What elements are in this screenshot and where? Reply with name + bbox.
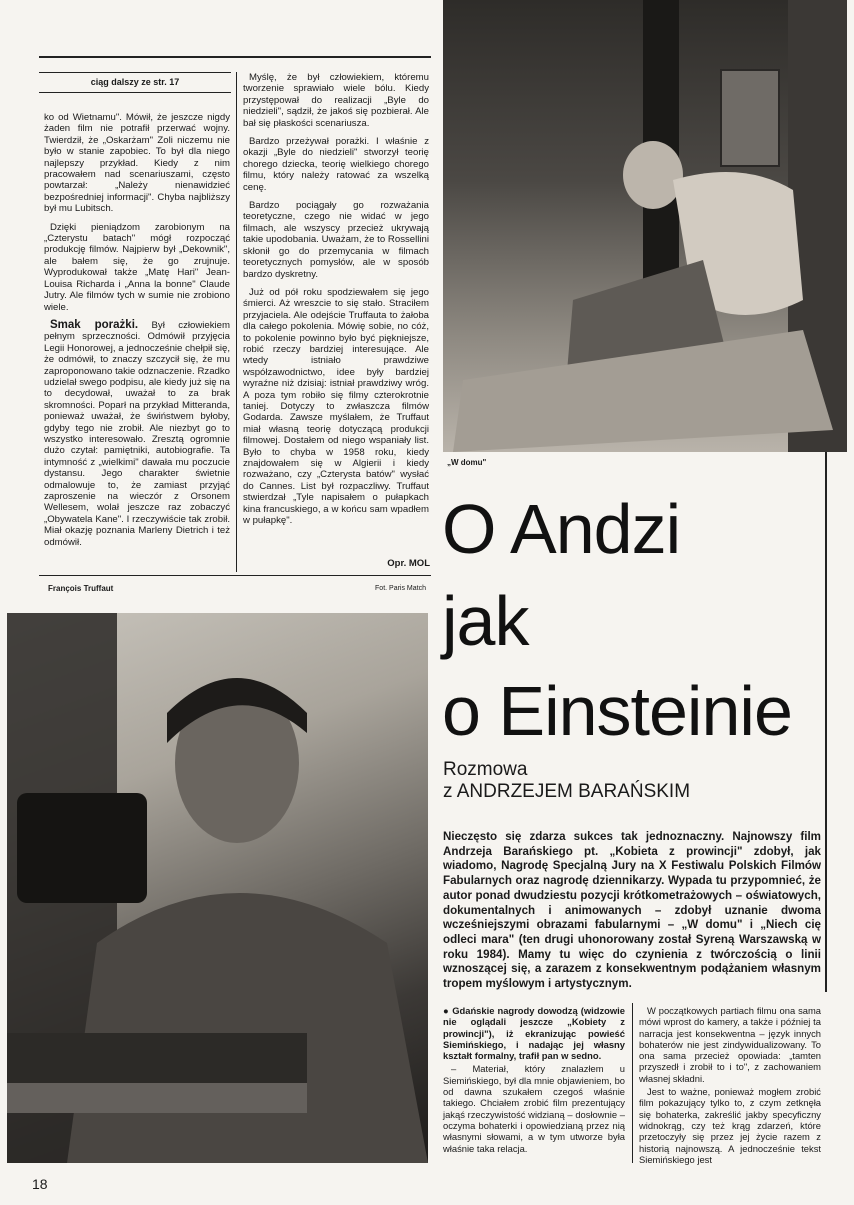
right-vertical-rule: [825, 452, 827, 992]
paragraph: Myślę, że był człowiekiem, któremu tworzenie sprawiało wiele bólu. Kiedy przystępował do realizacji „Byle do niedzieli", sądził, że jakoś się pozbierał. Ale bał się płaskości scenariusza.: [243, 72, 429, 129]
page-number: 18: [32, 1176, 48, 1192]
interview-column-2: [639, 1005, 821, 1165]
continued-note: ciąg dalszy ze str. 17: [90, 77, 180, 87]
answer: W początkowych partiach filmu ona sama mówi wprost do kamery, a także i później ta narracja jest konsekwentna – język innych bohaterów nie jest zindywidualizowany. To ona sama przecież opowiada: „tamten przyszedł i zrobił to i to", z zachowaniem własnej składni.: [639, 1005, 821, 1084]
top-rule: [39, 56, 431, 58]
column-divider: [236, 72, 237, 572]
article-column-1: [44, 112, 230, 555]
photo-name: François Truffaut: [48, 584, 114, 593]
headline-line-1: O Andzi: [442, 490, 681, 568]
article-column-2: [243, 72, 429, 533]
continued-rule-bottom: [39, 92, 231, 93]
headline-line-3: o Einsteinie: [442, 672, 792, 750]
paragraph: Smak porażki. Był człowiekiem pełnym sprzeczności. Odmówił przyjęcia Legii Honorowej, a jednocześnie chełpił się, że odmówił, to znaczy szczycił się, że mu zaproponowano takie odznaczenie. Rzadko udzielał swego podpisu, ale kiedy już się na to decydował, uważał to za brak skromności. Poparł na przykład Mitteranda, ponieważ uważał, że świństwem byłoby, gdyby tego nie zrobił. Ale niezbyt go to wszystko interesowało. Zresztą ogromnie dużo czytał: pamiętniki, autobiografie. Ta intymność z „wielkimi" dawała mu poczucie dystansu. Jego charakter świetnie odmalowuje to, że zamiast przyjąć zaproszenie na wieczór z Orsonem Wellesem, wolał jeszcze raz zobaczyć „Obywatela Kane". I rzeczywiście tak zrobił. Miał okazję poznania Marleny Dietrich i też odmówił.: [44, 318, 230, 548]
w-domu-photo: [443, 0, 847, 452]
truffaut-photo-shapes: [7, 613, 428, 1163]
continued-rule-top: [39, 72, 231, 73]
paragraph: Bardzo pociągały go rozważania teoretyczne, czego nie widać w jego filmach, ale wszyscy przecież ukrywają takie upodobania. Uważam, że to Rossellini skłonił go do przemycania w filmach teoretycznych pomysłów, ale w sposób bardzo dyskretny.: [243, 200, 429, 280]
signature: Opr. MOL: [387, 558, 430, 569]
w-domu-caption: „W domu": [447, 458, 487, 467]
photo-credit: Fot. Paris Match: [375, 585, 426, 592]
paragraph: ko od Wietnamu". Mówił, że jeszcze nigdy żaden film nie potrafił przerwać wojny. Twierdził, że „Oskarżam" Zoli niczemu nie było w stanie zapobiec. To był dla niego najlepszy przykład. Kiedy z nim pracowałem nad scenariuszami, często powtarzał: „Należy nienawidzieć bezpośredniej informacji". Chyba najbliższy był mu Lubitsch.: [44, 112, 230, 215]
paragraph: Dzięki pieniądzom zarobionym na „Czterystu batach" mógł rozpocząć produkcję filmów. Najpierw był „Dekownik", ale bałem się, że go zrujnuje. Wyprodukował także „Matę Hari" Jean-Louisa Richarda i „Anna la bonne" Claude Jutry. Ale filmów tych w sumie nie zrobiono wiele.: [44, 221, 230, 313]
headline-line-2: jak: [442, 582, 529, 660]
section-head: Smak porażki.: [50, 318, 139, 331]
paragraph: Bardzo przeżywał porażki. I właśnie z okazji „Byle do niedzieli" stworzył teorię chorego dziecka, teorię wielkiego chorego filmu, który należy ratować za wszelką cenę.: [243, 136, 429, 193]
subtitle-line-1: Rozmowa: [443, 759, 528, 780]
interview-column-divider: [632, 1003, 633, 1163]
paragraph: Już od pół roku spodziewałem się jego śmierci. Aż wreszcie to się stało. Straciłem przyjaciela. Ale odejście Truffauta to żałoba dla całego pokolenia. Mówię sobie, no cóż, to pokolenie powinno było być piękniejsze, robić rzeczy bardziej interesujące. Ale wtedy istniało prawdziwe współzawodnictwo, idee były bardziej wyraźne niż dzisiaj: istniał prawdziwy wróg. A poza tym robiło się filmy czterokrotnie taniej. Dotyczy to zwłaszcza filmów Godarda. Zawsze myślałem, że Truffaut miał własną teorię dotyczącą produkcji filmowej. Dostałem od niego wspaniały list. Było to chyba w 1958 roku, kiedy znajdowałem się w Algierii i kiedy rozważano, czy „Czterysta batów" wysłać do Cannes. List był rozpaczliwy. Truffaut stwierdzał „Tyle napisałem o pułapkach kina francuskiego, a w końcu sam wpadłem w pułapkę".: [243, 286, 429, 527]
answer: – Materiał, który znalazłem u Siemińskiego, był dla mnie objawieniem, bo od dawna szukałem czegoś właśnie takiego. Chciałem zrobić film prezentujący jakąś rzeczywistość widzianą – dosłownie – oczyma bohaterki i opowiedzianą przez nią własnymi słowami, a w tym utworze była właśnie taka relacja.: [443, 1063, 625, 1154]
truffaut-photo: [7, 613, 428, 1163]
question: ● Gdańskie nagrody dowodzą (widzowie nie oglądali jeszcze „Kobiety z prowincji"), iż ekranizując powieść Siemińskiego, i nadając jej własny kształt formalny, trafił pan w sedno.: [443, 1005, 625, 1062]
w-domu-photo-shapes: [443, 0, 847, 452]
answer: Jest to ważne, ponieważ mogłem zrobić film pokazujący tylko to, z czym zetknęła się bohaterka, zakreślić jakby specyficzny widnokrąg, czy też krąg zdarzeń, które przetoczyły się przez jej życie razem z historią najnowszą. A jednocześnie tekst Siemińskiego jest: [639, 1086, 821, 1165]
bottom-rule: [39, 575, 431, 576]
subtitle-line-2: z ANDRZEJEM BARAŃSKIM: [443, 781, 691, 802]
interview-column-1: [443, 1005, 625, 1154]
lead-paragraph: Nieczęsto się zdarza sukces tak jednoznaczny. Najnowszy film Andrzeja Barańskiego pt. „Kobieta z prowincji" zdobył, jak wiadomo, Nagrodę Specjalną Jury na X Festiwalu Polskich Filmów Fabularnych oraz nagrodę dziennikarzy. Wypada tu przypomnieć, że autor ponad dwudziestu pozycji krótkometrażowych – oświatowych, dokumentalnych i animowanych – zdobył uznanie dwoma wcześniejszymi obrazami fabularnymi – „W domu" i „Niech cię odleci mara" (ten drugi uhonorowany został Syreną Warszawską w roku 1984). Mamy tu więc do czynienia z twórczością o linii wznoszącej się, a zarazem z konsekwentnym podążaniem własnym tropem myślowym i artystycznym.: [443, 830, 821, 991]
